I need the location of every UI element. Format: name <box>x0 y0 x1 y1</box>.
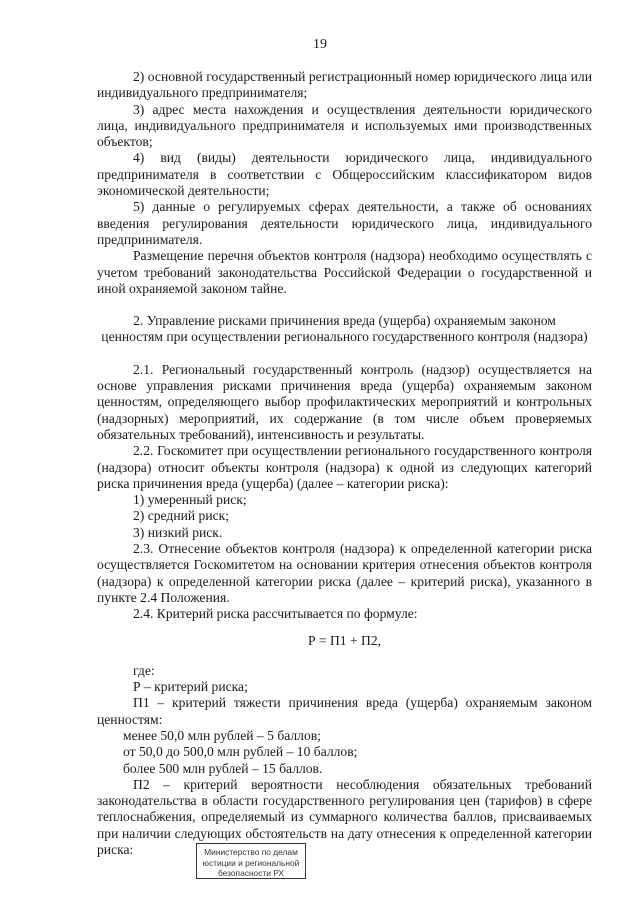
page-number: 19 <box>313 37 327 52</box>
list-item: 2) средний риск; <box>133 508 230 524</box>
where-label: где: <box>133 662 155 678</box>
list-item: 3) адрес места нахождения и осуществления деятельности юридического лица, индивидуального предпринимателя и используемых ими производственных объектов; <box>97 101 592 150</box>
stamp-line: юстиции и региональной <box>202 857 300 868</box>
list-item: 1) умеренный риск; <box>133 492 247 508</box>
definition-p1: П1 – критерий тяжести причинения вреда (ущерба) охраняемым законом ценностям: <box>97 695 592 727</box>
risk-category-list <box>97 492 592 541</box>
paragraph-2-2: 2.2. Госкомитет при осуществлении регионального государственного контроля (надзора) относит объекты контроля (надзора) к одной из следующих категорий риска причинения вреда (ущерба) (далее – категории риска): <box>97 443 592 491</box>
definition-p2: П2 – критерий вероятности несоблюдения обязательных требований законодательства в области государственного регулирования цен (тарифов) в сфере теплоснабжения, определяемый из суммарного количества баллов, присваиваемых при наличии следующих обстоятельств на дату отнесения к определенной категории риска: <box>97 776 592 858</box>
list-item: 4) вид (виды) деятельности юридического лица, индивидуального предпринимателя в соответствии с Общероссийским классификатором видов экономической деятельности; <box>97 150 592 199</box>
ministry-stamp <box>196 843 306 879</box>
enterprise-info-list <box>97 69 592 248</box>
paragraph-2-1: 2.1. Региональный государственный контроль (надзор) осуществляется на основе управления рисками причинения вреда (ущерба) охраняемым законом ценностям, определяющего выбор профилактических мероприятий и контрольных (надзорных) мероприятий, их содержание (в том числе объем проверяемых обязательных требований), интенсивность и результаты. <box>97 361 592 442</box>
list-item: 2) основной государственный регистрационный номер юридического лица или индивидуального предпринимателя; <box>97 69 592 101</box>
list-item: 5) данные о регулируемых сферах деятельности, а также об основаниях введения регулирования деятельности юридического лица, индивидуального предпринимателя. <box>97 199 592 247</box>
document-body <box>97 69 592 858</box>
risk-formula: Р = П1 + П2, <box>307 632 382 648</box>
list-item: от 50,0 до 500,0 млн рублей – 10 баллов; <box>123 744 358 760</box>
section-heading: 2. Управление рисками причинения вреда (ущерба) охраняемым законом ценностям при осуществлении регионального государственного контроля (надзора) <box>101 313 588 345</box>
list-item: менее 50,0 млн рублей – 5 баллов; <box>123 727 321 743</box>
paragraph-2-4: 2.4. Критерий риска рассчитывается по формуле: <box>133 606 418 622</box>
paragraph-2-3: 2.3. Отнесение объектов контроля (надзора) к определенной категории риска осуществляется Госкомитетом на основании критерия отнесения объектов контроля (надзора) к определенной категории риска (далее – критерий риска), указанного в пункте 2.4 Положения. <box>97 541 592 605</box>
stamp-line: Министерство по делам <box>204 847 298 857</box>
list-item: более 500 млн рублей – 15 баллов. <box>123 760 323 776</box>
placement-paragraph: Размещение перечня объектов контроля (надзора) необходимо осуществлять с учетом требований законодательства Российской Федерации о государственной и иной охраняемой законом тайне. <box>97 248 592 296</box>
definition-r: Р – критерий риска; <box>133 679 248 695</box>
list-item: 3) низкий риск. <box>133 524 223 540</box>
stamp-line: безопасности РХ <box>217 868 285 878</box>
p1-scale-list <box>97 728 592 777</box>
